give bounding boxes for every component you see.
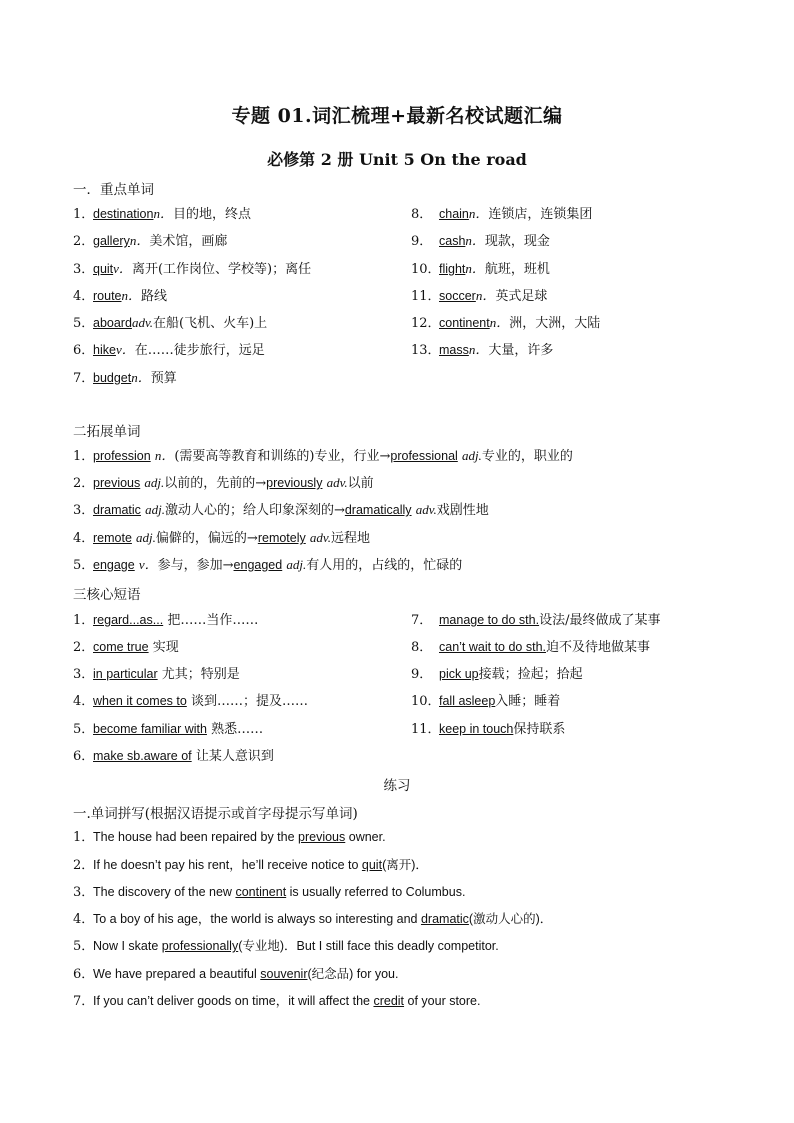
item-number: 7． [73, 994, 95, 1009]
core-phrase-item [73, 720, 263, 739]
definition: 在……徒步旅行，远足 [134, 343, 265, 358]
sentence-start: To a boy of his age，the world is always so interesting and [93, 912, 421, 926]
exercise-sentence [73, 937, 499, 956]
phrase: fall asleep [439, 694, 496, 708]
sentence-end: (离开)． [382, 858, 428, 872]
part-of-speech: adj. [144, 475, 165, 490]
core-phrase-item [411, 638, 650, 657]
derived-word: engaged [233, 558, 283, 572]
core-phrase-item [73, 747, 274, 766]
definition: 偏僻的，偏远的→ [155, 531, 258, 546]
core-phrase-item [411, 720, 565, 739]
item-number: 3． [73, 262, 95, 277]
definition: 美术馆，画廊 [149, 234, 228, 249]
definition: 保持联系 [513, 722, 566, 737]
key-word-item [411, 205, 592, 224]
core-phrase-item [411, 611, 660, 630]
part-of-speech: n． [154, 448, 175, 463]
answer: previous [298, 830, 346, 844]
page-subtitle: 必修第 2 册 Unit 5 On the road [267, 150, 527, 169]
definition: 让某人意识到 [195, 749, 274, 764]
definition: 参与，参加→ [157, 558, 234, 573]
exercise-sentence [73, 856, 428, 875]
item-number: 1． [73, 207, 95, 222]
sentence-end: of your store. [404, 994, 481, 1008]
derived-word: remotely [257, 531, 306, 545]
sentence-end: owner. [345, 830, 386, 844]
core-phrase-item [73, 665, 240, 684]
derived-definition: 有人用的，占线的，忙碌的 [306, 558, 463, 573]
exercise-heading: 一.单词拼写(根据汉语提示或首字母提示写单词) [73, 806, 358, 822]
answer: credit [373, 994, 405, 1008]
phrase: come true [93, 640, 149, 654]
sentence-start: The house had been repaired by the [93, 830, 299, 844]
item-number: 9． [411, 234, 433, 249]
extended-word-item [73, 556, 462, 575]
section-heading-extended-words: 二拓展单词 [73, 424, 141, 440]
exercise-sentence [73, 992, 480, 1011]
answer: professionally [161, 939, 239, 953]
item-number: 4． [73, 912, 95, 927]
definition: 把……当作…… [167, 613, 259, 628]
key-word: gallery [93, 234, 130, 248]
key-word-item [411, 232, 550, 251]
item-number: 11． [411, 722, 441, 737]
key-word-item [73, 369, 177, 388]
item-number: 11． [411, 289, 441, 304]
item-number: 6． [73, 749, 95, 764]
item-number: 1． [73, 449, 95, 464]
extended-word: engage [93, 558, 135, 572]
part-of-speech: adj. [136, 530, 156, 545]
key-word-item [73, 232, 227, 251]
key-word: continent [439, 316, 490, 330]
key-word-item [411, 260, 550, 279]
item-number: 1． [73, 613, 95, 628]
key-word: cash [439, 234, 466, 248]
phrase: manage to do sth. [439, 613, 540, 627]
key-word: chain [439, 207, 469, 221]
sentence-end: is usually referred to Columbus. [286, 885, 466, 899]
key-word: soccer [439, 289, 476, 303]
derived-definition: 专业的，职业的 [481, 449, 573, 464]
item-number: 3． [73, 885, 95, 900]
item-number: 2． [73, 640, 95, 655]
definition: (需要高等教育和训练的)专业，行业→ [174, 449, 391, 464]
item-number: 3． [73, 667, 95, 682]
key-word: flight [439, 262, 466, 276]
item-number: 5． [73, 316, 95, 331]
extended-word-item [73, 447, 573, 466]
sentence-start: If you can’t deliver goods on time，it will affect the [93, 994, 374, 1008]
item-number: 9． [411, 667, 433, 682]
definition: 实现 [152, 640, 179, 655]
part-of-speech: n． [468, 206, 489, 221]
key-word: budget [93, 371, 132, 385]
sentence-end: (激动人心的)． [468, 912, 553, 926]
part-of-speech: n． [468, 342, 489, 357]
item-number: 1． [73, 830, 95, 845]
definition: 尤其；特别是 [161, 667, 240, 682]
extended-word-item [73, 474, 374, 493]
derived-part-of-speech: adv. [309, 530, 331, 545]
phrase: become familiar with [93, 722, 207, 736]
key-word: destination [93, 207, 154, 221]
part-of-speech: v． [115, 342, 135, 357]
item-number: 3． [73, 503, 95, 518]
phrase: make sb.aware of [93, 749, 192, 763]
key-word: quit [93, 262, 114, 276]
section-heading-key-words: 一．重点单词 [73, 182, 154, 198]
extended-word-item [73, 501, 489, 520]
practice-label: 练习 [383, 778, 411, 794]
exercise-sentence [73, 910, 552, 929]
sentence-end: (专业地)．But I still face this deadly competitor. [238, 939, 499, 953]
part-of-speech: n． [131, 370, 151, 385]
key-word: hike [93, 343, 116, 357]
item-number: 4． [73, 531, 95, 546]
definition: 谈到……；提及…… [190, 694, 308, 709]
exercise-sentence [73, 828, 386, 847]
phrase: regard...as... [93, 613, 164, 627]
key-word-item [73, 314, 267, 333]
core-phrase-item [73, 638, 179, 657]
derived-definition: 远程地 [330, 531, 370, 546]
phrase: in particular [93, 667, 158, 681]
core-phrase-item [73, 611, 258, 630]
answer: dramatic [420, 912, 469, 926]
part-of-speech: adj. [145, 502, 165, 517]
item-number: 13． [411, 343, 441, 358]
part-of-speech: n． [121, 288, 142, 303]
part-of-speech: v． [113, 261, 132, 276]
extended-word: previous [93, 476, 141, 490]
item-number: 5． [73, 939, 95, 954]
item-number: 10． [411, 262, 441, 277]
derived-part-of-speech: adv. [415, 502, 437, 517]
derived-definition: 以前 [347, 476, 374, 491]
item-number: 7． [73, 371, 95, 386]
exercise-sentence [73, 883, 465, 902]
derived-definition: 戏剧性地 [436, 503, 489, 518]
definition: 预算 [150, 371, 177, 386]
definition: 目的地，终点 [172, 207, 251, 222]
sentence-end: (纪念品) for you. [307, 967, 399, 981]
key-word-item [73, 260, 311, 279]
definition: 在船(飞机、火车)上 [153, 316, 268, 331]
sentence-start: If he doesn’t pay his rent，he’ll receive notice to [93, 858, 362, 872]
part-of-speech: adv. [131, 315, 153, 330]
phrase: when it comes to [93, 694, 187, 708]
page-title: 专题 01.词汇梳理+最新名校试题汇编 [231, 105, 563, 127]
key-word-item [73, 205, 251, 224]
key-word: mass [439, 343, 469, 357]
definition: 设法/最终做成了某事 [539, 613, 661, 628]
answer: souvenir [260, 967, 308, 981]
key-word: route [93, 289, 122, 303]
definition: 迫不及待地做某事 [546, 640, 651, 655]
definition: 激动人心的；给人印象深刻的→ [164, 503, 345, 518]
key-word-item [73, 287, 167, 306]
item-number: 6． [73, 967, 95, 982]
core-phrase-item [411, 692, 560, 711]
item-number: 12． [411, 316, 441, 331]
item-number: 4． [73, 289, 95, 304]
sentence-start: Now I skate [93, 939, 162, 953]
part-of-speech: n． [129, 233, 150, 248]
part-of-speech: n． [475, 288, 496, 303]
definition: 路线 [141, 289, 168, 304]
item-number: 2． [73, 476, 95, 491]
derived-part-of-speech: adj. [286, 557, 307, 572]
part-of-speech: n． [465, 233, 485, 248]
item-number: 5． [73, 722, 95, 737]
item-number: 7． [411, 613, 433, 628]
derived-word: previously [266, 476, 323, 490]
item-number: 2． [73, 858, 95, 873]
definition: 接载；捡起；拾起 [478, 667, 583, 682]
definition: 大量，许多 [488, 343, 554, 358]
derived-word: professional [390, 449, 458, 463]
answer: continent [235, 885, 287, 899]
item-number: 4． [73, 694, 95, 709]
part-of-speech: n． [153, 206, 173, 221]
definition: 英式足球 [495, 289, 548, 304]
answer: quit [361, 858, 383, 872]
extended-word: dramatic [93, 503, 141, 517]
phrase: can’t wait to do sth. [439, 640, 547, 654]
derived-word: dramatically [344, 503, 412, 517]
derived-part-of-speech: adj. [461, 448, 482, 463]
definition: 入睡；睡着 [495, 694, 561, 709]
derived-part-of-speech: adv. [326, 475, 348, 490]
phrase: pick up [439, 667, 479, 681]
key-word-item [411, 314, 600, 333]
phrase: keep in touch [439, 722, 514, 736]
part-of-speech: n． [489, 315, 510, 330]
part-of-speech: v． [138, 557, 158, 572]
section-heading-core-phrases: 三核心短语 [73, 587, 141, 603]
extended-word-item [73, 529, 370, 548]
key-word-item [411, 341, 553, 360]
key-word-item [411, 287, 547, 306]
definition: 离开(工作岗位、学校等)；离任 [131, 262, 312, 277]
extended-word: remote [93, 531, 132, 545]
item-number: 10． [411, 694, 441, 709]
definition: 航班，班机 [484, 262, 550, 277]
part-of-speech: n． [465, 261, 485, 276]
definition: 熟悉…… [211, 722, 264, 737]
item-number: 8． [411, 207, 433, 222]
item-number: 6． [73, 343, 95, 358]
exercise-sentence [73, 965, 399, 984]
definition: 连锁店，连锁集团 [488, 207, 593, 222]
key-word-item [73, 341, 265, 360]
sentence-start: The discovery of the new [93, 885, 236, 899]
item-number: 5． [73, 558, 95, 573]
extended-word: profession [93, 449, 151, 463]
definition: 洲，大洲，大陆 [509, 316, 601, 331]
core-phrase-item [411, 665, 583, 684]
core-phrase-item [73, 692, 308, 711]
definition: 现款，现金 [484, 234, 550, 249]
item-number: 8． [411, 640, 433, 655]
sentence-start: We have prepared a beautiful [93, 967, 261, 981]
key-word: aboard [93, 316, 132, 330]
definition: 以前的，先前的→ [164, 476, 267, 491]
item-number: 2． [73, 234, 95, 249]
